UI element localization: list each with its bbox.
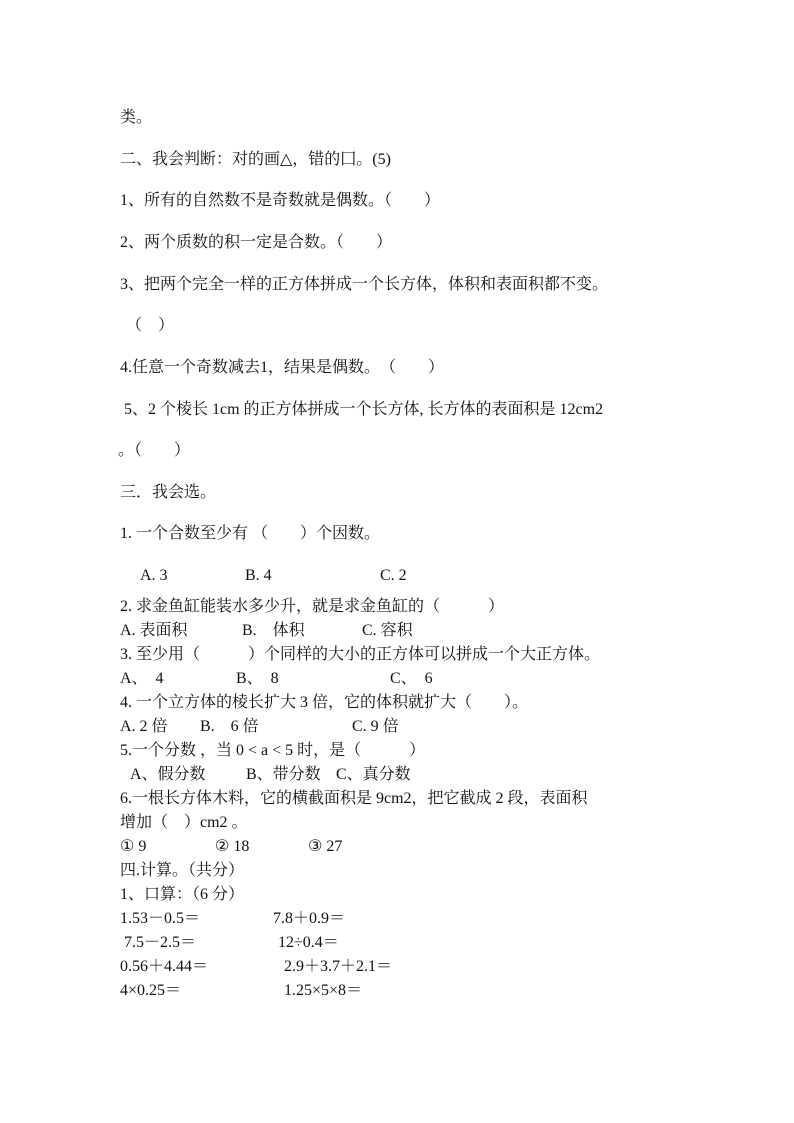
choice-q3-options [0,669,794,689]
option-c: C. 容积 [362,622,413,639]
calc-row [0,909,794,929]
option-2: ② 18 [215,838,250,855]
choice-q4-options [0,717,794,737]
option-b: B. 6 倍 [200,718,259,735]
option-c: C、 6 [390,670,433,687]
option-a: A. 2 倍 [120,718,168,735]
calc-expression: 7.5－2.5＝ [120,934,197,951]
section3-heading: 三．我会选。 [120,484,217,501]
judge-item-5-bracket: 。（ ） [118,442,191,459]
choice-q6-line1: 6.一根长方体木料，它的横截面积是 9cm2，把它截成 2 段，表面积 [120,790,588,807]
calc-row [0,957,794,977]
judge-item-2: 2、两个质数的积一定是合数。（ ） [120,234,393,251]
choice-q2: 2. 求金鱼缸能装水多少升，就是求金鱼缸的（ ） [120,598,505,615]
section2-heading: 二、我会判断：对的画△，错的囗。(5) [120,151,391,168]
choice-q6-options [0,837,794,857]
option-b: B、 8 [236,670,279,687]
calc-expression: 0.56＋4.44＝ [120,958,209,975]
option-3: ③ 27 [308,838,343,855]
calc-expression: 1.25×5×8＝ [284,982,363,999]
choice-q5: 5.一个分数 ，当 0 < a < 5 时，是（ ） [120,742,426,759]
judge-item-3-bracket: （ ） [126,317,175,334]
calc-expression: 1.53－0.5＝ [120,910,201,927]
option-a: A. 3 [140,567,168,584]
judge-item-1: 1、所有的自然数不是奇数就是偶数。（ ） [120,192,441,209]
calc-expression: 12÷0.4＝ [278,934,339,951]
option-c: C. 9 倍 [352,718,399,735]
section4-subheading: 1、口算：（6 分） [120,886,245,903]
judge-item-4: 4.任意一个奇数减去1，结果是偶数。 （ ） [120,359,445,376]
choice-q6-line2: 增加（ ）cm2 。 [120,814,248,831]
calc-expression: 7.8＋0.9＝ [273,910,346,927]
choice-q4: 4. 一个立方体的棱长扩大 3 倍，它的体积就扩大（ ）。 [120,694,529,711]
option-a: A、 4 [120,670,164,687]
option-1: ① 9 [120,838,147,855]
option-a: A、假分数 [130,766,206,783]
option-b: B. 4 [245,567,272,584]
section4-heading: 四.计算。（共分） [120,862,245,879]
calc-expression: 2.9＋3.7＋2.1＝ [284,958,393,975]
option-c: C. 2 [380,567,407,584]
judge-item-3: 3、把两个完全一样的正方体拼成一个长方体，体积和表面积都不变。 [120,276,609,293]
choice-q1-options [0,566,794,586]
calc-row [0,933,794,953]
calc-expression: 4×0.25＝ [120,982,182,999]
calc-row [0,981,794,1001]
option-b: B、带分数 [246,766,321,783]
choice-q1: 1. 一个合数至少有 （ ）个因数。 [120,525,381,542]
option-b: B. 体积 [242,622,305,639]
choice-q5-options [0,765,794,785]
choice-q2-options [0,621,794,641]
judge-item-5: 5、2 个棱长 1cm 的正方体拼成一个长方体, 长方体的表面积是 12cm2 [120,401,604,418]
option-c: C、真分数 [336,766,411,783]
choice-q3: 3. 至少用（ ）个同样的大小的正方体可以拼成一个大正方体。 [120,646,601,663]
option-a: A. 表面积 [120,622,188,639]
continuation-text: 类。 [120,109,153,126]
